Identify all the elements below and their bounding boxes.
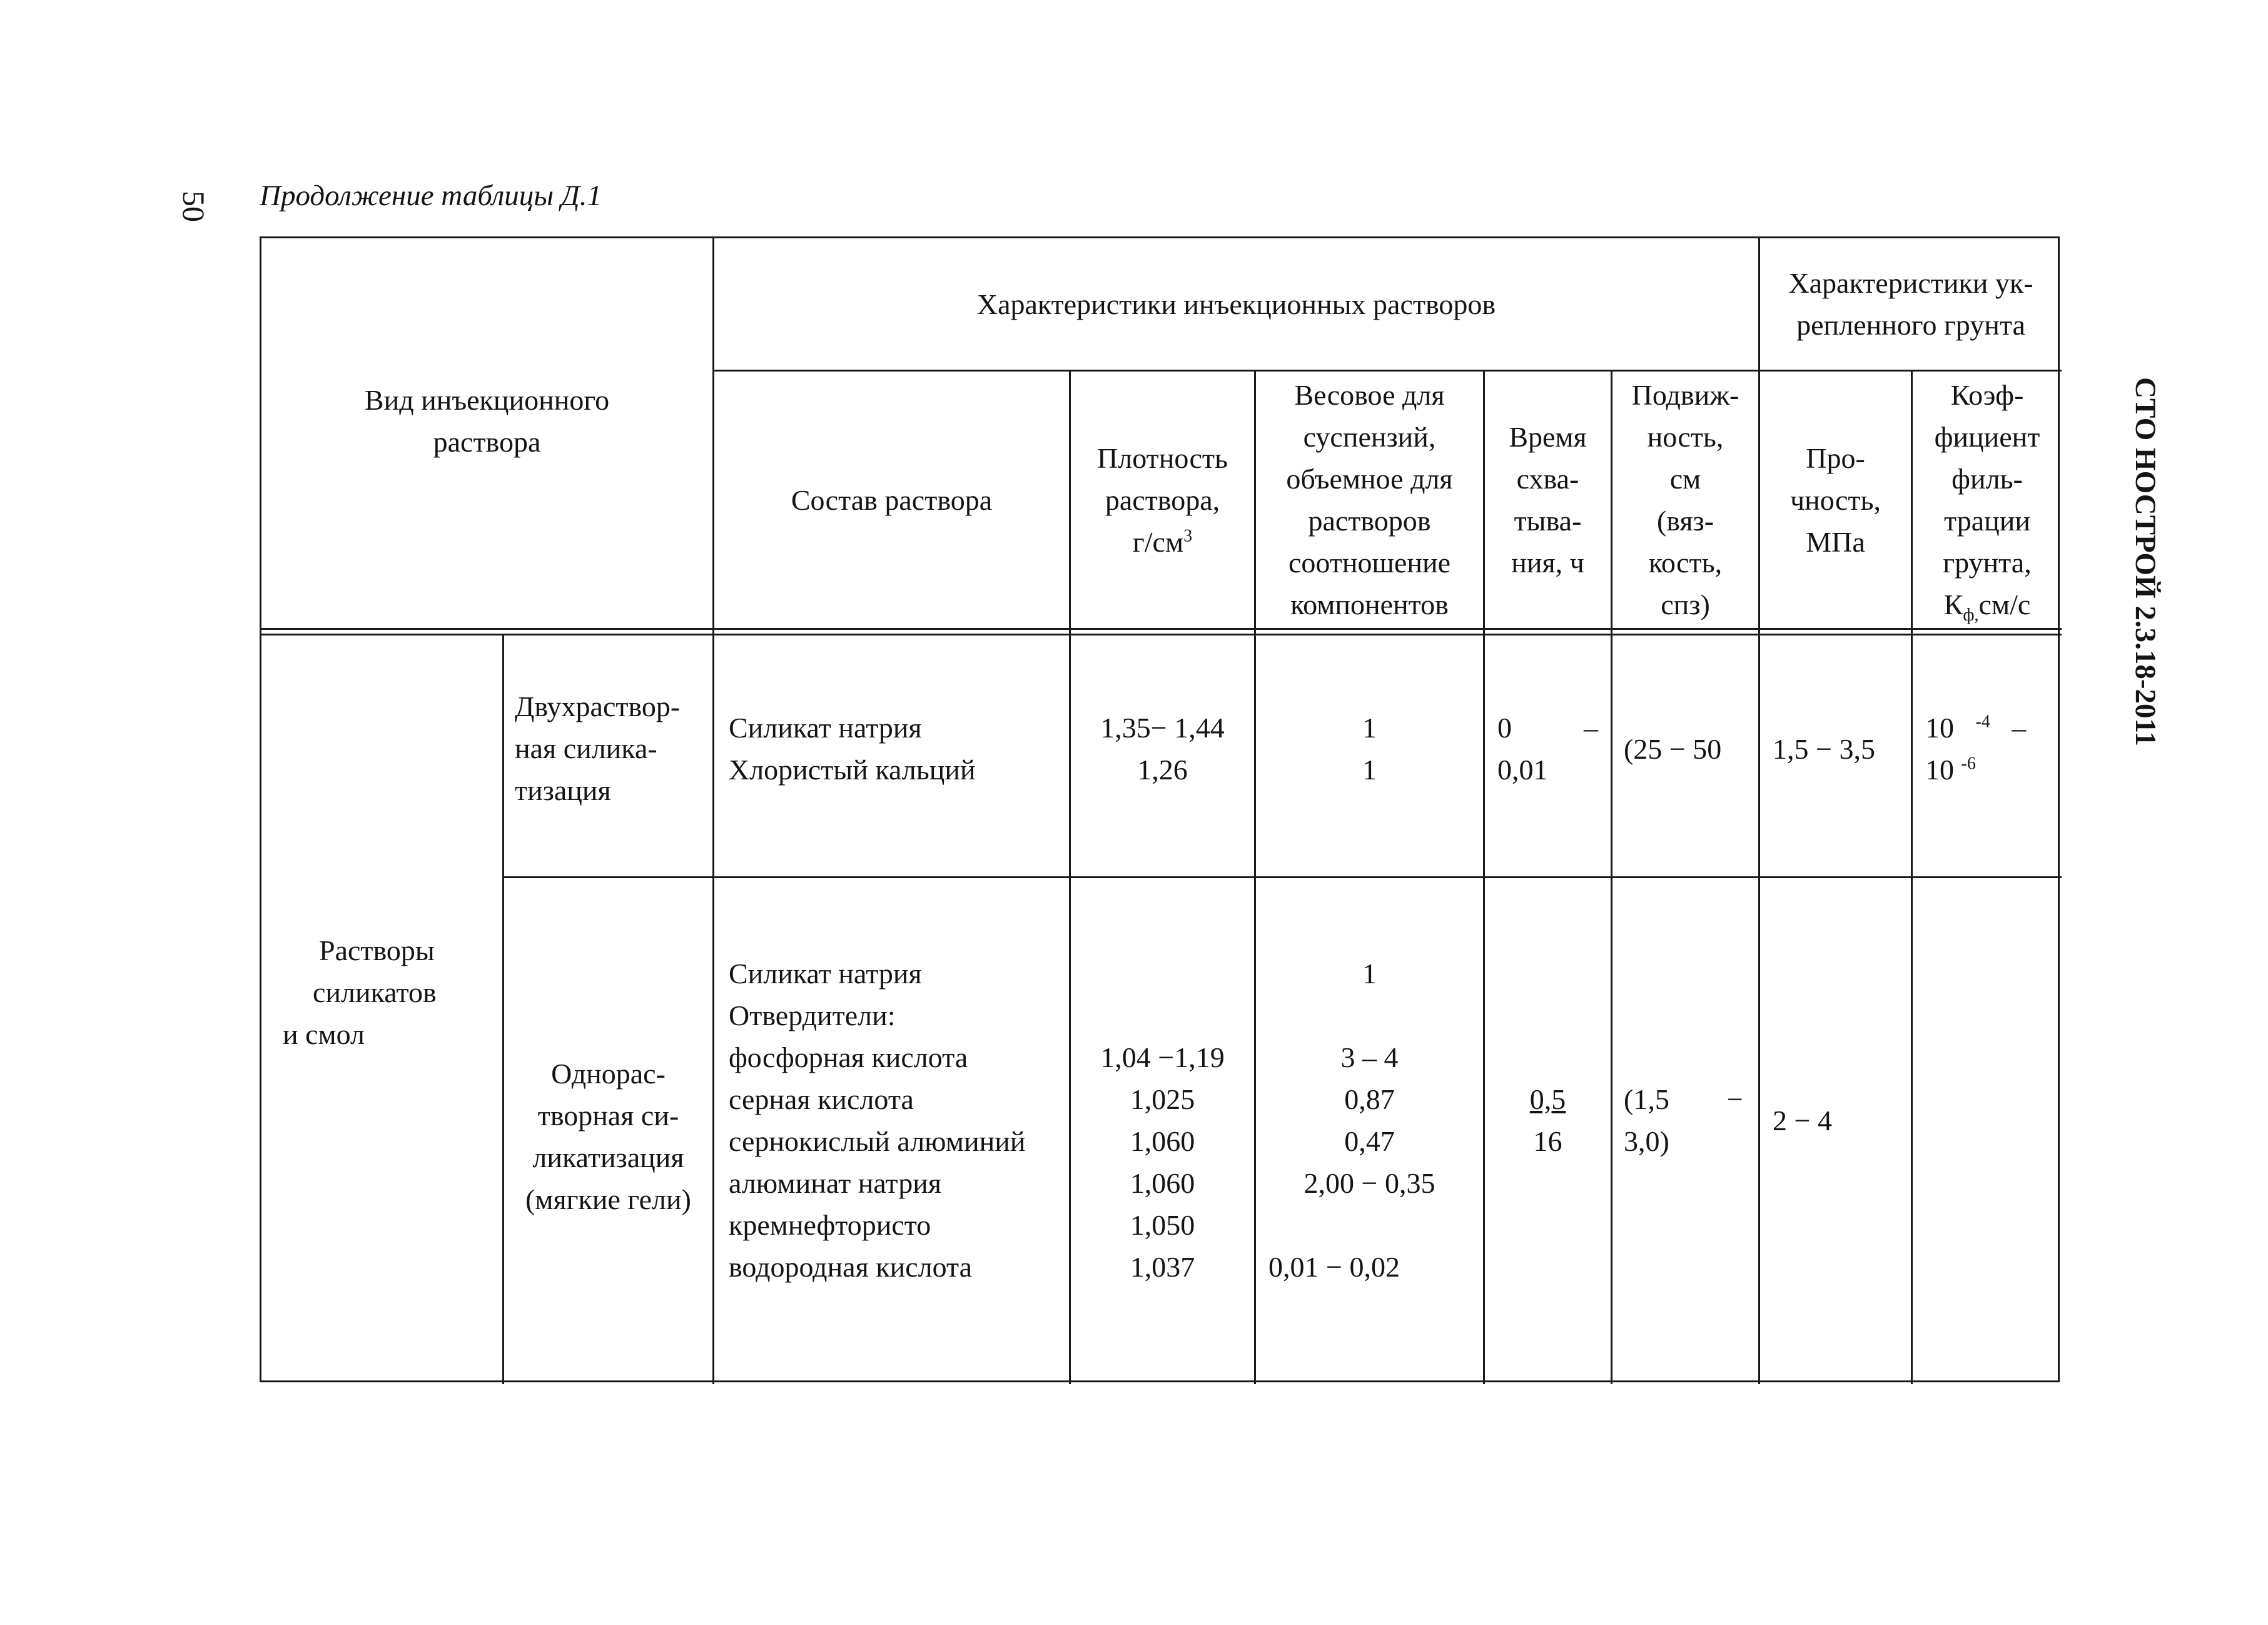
- page-number: 50: [176, 191, 211, 222]
- row2-subtype-line-2: творная си-: [537, 1100, 679, 1131]
- header-soil-line-2: репленного грунта: [1796, 309, 2025, 341]
- row2-mobility: [1624, 1078, 1755, 1172]
- group-label-silicates-resins: [283, 929, 495, 1080]
- header-filtration: [1913, 372, 2062, 628]
- header-ratio-line-6: компонентов: [1290, 589, 1449, 620]
- row2-subtype-line-4: (мягкие гели): [525, 1183, 691, 1215]
- row2-composition-line-6: алюминат натрия: [729, 1167, 941, 1199]
- row2-density-line-1: 1,04 −1,19: [1100, 1041, 1225, 1073]
- row1-ratio-line-2: 1: [1362, 754, 1377, 786]
- group-label-line-3: и смол: [283, 1018, 365, 1050]
- row1-filtration-dash: –: [2012, 712, 2027, 744]
- header-composition-text: Состав раствора: [791, 483, 993, 516]
- row2-ratio-line-5: 0,47: [1344, 1125, 1395, 1157]
- header-filtration-line-4: трации: [1944, 505, 2030, 537]
- header-composition: [714, 372, 1069, 628]
- row2-subtype-line-3: ликатизация: [532, 1142, 684, 1173]
- row2-composition-line-8: водородная кислота: [729, 1251, 973, 1283]
- header-setting-line-3: тыва-: [1514, 505, 1582, 537]
- header-solution-type-line-2: раствора: [433, 425, 541, 458]
- header-filtration-line-1: Коэф-: [1950, 379, 2024, 411]
- row1-strength-text: 1,5 − 3,5: [1773, 733, 1875, 765]
- header-filtration-line-5: грунта,: [1943, 547, 2032, 579]
- header-setting-line-1: Время: [1509, 421, 1587, 453]
- row1-density-line-2: 1,26: [1137, 754, 1188, 786]
- header-strength-line-2: чность,: [1790, 483, 1881, 516]
- row1-filtration-exp-1: -4: [1975, 712, 1990, 732]
- rule-col-subtype: [502, 634, 504, 1384]
- row1-density: [1071, 707, 1254, 801]
- header-solution-type: [261, 238, 712, 628]
- table-d1-continuation: [260, 236, 2060, 1382]
- row1-filtration-exp-2: -6: [1961, 754, 1976, 774]
- row2-ratio-line-1: 1: [1362, 958, 1377, 990]
- row1-filtration-base-1: 10: [1925, 712, 1954, 744]
- row1-ratio-line-1: 1: [1362, 712, 1377, 744]
- row1-setting-time: [1497, 707, 1610, 801]
- row2-mobility-line-1: (1,5 −: [1624, 1083, 1743, 1115]
- row1-filtration-base-2: 10: [1925, 754, 1954, 786]
- row2-subtype-line-1: Однорас-: [551, 1058, 666, 1090]
- row2-ratio-line-6: 2,00 − 0,35: [1304, 1167, 1435, 1199]
- header-mobility-line-1: Подвиж-: [1631, 379, 1739, 411]
- row1-composition-line-2: Хлористый кальций: [729, 754, 976, 786]
- document-code-header: СТО НОСТРОЙ 2.3.18-2011: [2129, 377, 2162, 746]
- row1-density-line-1: 1,35− 1,44: [1100, 712, 1225, 744]
- header-density-unit: г/см: [1132, 525, 1184, 558]
- header-strength: [1760, 372, 1911, 628]
- header-mobility-line-5: кость,: [1648, 547, 1723, 579]
- header-density-line-3: [1133, 521, 1192, 563]
- header-ratio: [1256, 372, 1483, 628]
- row2-setting-time: [1485, 1078, 1611, 1172]
- header-mobility-line-6: спз): [1661, 589, 1710, 620]
- header-mobility-line-2: ность,: [1647, 421, 1724, 453]
- row1-ratio: [1256, 707, 1483, 801]
- rule-row-split: [502, 876, 2062, 878]
- header-filtration-line-2: фициент: [1934, 421, 2040, 453]
- row2-ratio: [1256, 953, 1483, 1303]
- row1-strength: [1773, 728, 1910, 778]
- row1-mobility: [1624, 728, 1755, 778]
- group-label-line-2: силикатов: [313, 976, 437, 1008]
- row1-subtype: [515, 686, 702, 823]
- row2-composition-line-7: кремнефтористо: [729, 1209, 931, 1241]
- row2-ratio-line-4: 0,87: [1344, 1083, 1395, 1115]
- row2-strength: [1773, 1100, 1910, 1150]
- row2-mobility-line-2: 3,0): [1624, 1125, 1669, 1157]
- header-filtration-unit-sub: ф,: [1963, 605, 1979, 625]
- row2-density-line-3: 1,060: [1130, 1125, 1195, 1157]
- row1-subtype-line-1: Двухраствор-: [515, 691, 681, 722]
- rule-header-bottom-2: [261, 634, 2062, 635]
- row2-density-line-5: 1,050: [1130, 1209, 1195, 1241]
- row1-composition: [729, 707, 1066, 801]
- header-strength-line-3: МПа: [1806, 525, 1865, 558]
- header-density-line-1: Плотность: [1097, 442, 1228, 474]
- header-soil-line-1: Характеристики ук-: [1788, 267, 2033, 299]
- row2-density-line-6: 1,037: [1130, 1251, 1195, 1283]
- header-mobility: [1612, 372, 1758, 628]
- row2-composition-line-5: сернокислый алюминий: [729, 1125, 1026, 1157]
- header-injection-characteristics: [714, 238, 1758, 370]
- header-mobility-line-3: см: [1669, 463, 1701, 495]
- header-filtration-unit-rest: см/с: [1978, 589, 2031, 620]
- header-filtration-line-3: филь-: [1952, 463, 2023, 495]
- row1-filtration-line-1: [1925, 707, 2026, 749]
- header-filtration-unit-k: К: [1943, 589, 1963, 620]
- rule-header-bottom-1: [261, 628, 2062, 630]
- header-setting-time: [1485, 372, 1611, 628]
- header-setting-line-2: схва-: [1516, 463, 1579, 495]
- header-ratio-line-3: объемное для: [1286, 463, 1453, 495]
- header-filtration-line-6: [1944, 584, 2031, 625]
- header-ratio-line-2: суспензий,: [1303, 421, 1436, 453]
- header-mobility-line-4: (вяз-: [1656, 505, 1714, 537]
- row2-density-line-2: 1,025: [1130, 1083, 1195, 1115]
- header-ratio-line-5: соотношение: [1288, 547, 1451, 579]
- row2-ratio-line-8: 0,01 − 0,02: [1268, 1251, 1400, 1283]
- row2-composition-line-4: серная кислота: [729, 1083, 914, 1115]
- row2-composition-line-3: фосфорная кислота: [729, 1041, 968, 1073]
- header-soil-characteristics: [1760, 238, 2062, 370]
- row2-strength-text: 2 − 4: [1773, 1105, 1832, 1136]
- row1-filtration-line-2: [1925, 749, 1976, 791]
- row1-mobility-text: (25 − 50: [1624, 733, 1722, 765]
- row2-ratio-line-3: 3 – 4: [1340, 1041, 1399, 1073]
- row1-setting-line-2: 0,01: [1497, 754, 1548, 786]
- table-caption: Продолжение таблицы Д.1: [260, 180, 602, 212]
- row1-setting-line-1: 0 –: [1497, 712, 1598, 744]
- row2-density: [1071, 1036, 1254, 1299]
- header-density: [1071, 372, 1254, 628]
- header-setting-line-4: ния, ч: [1511, 547, 1584, 579]
- row1-subtype-line-2: ная силика-: [515, 732, 657, 764]
- row2-composition: [729, 953, 1066, 1303]
- row1-composition-line-1: Силикат натрия: [729, 712, 922, 744]
- header-injection-characteristics-text: Характеристики инъекционных растворов: [976, 288, 1496, 320]
- row2-setting-line-2: 16: [1533, 1125, 1562, 1157]
- header-density-line-2: раствора,: [1105, 483, 1220, 516]
- row2-composition-line-2: Отвердители:: [729, 1000, 896, 1031]
- row2-density-line-4: 1,060: [1130, 1167, 1195, 1199]
- header-solution-type-line-1: Вид инъекционного: [364, 383, 610, 416]
- header-ratio-line-4: растворов: [1308, 505, 1431, 537]
- header-strength-line-1: Про-: [1806, 442, 1865, 474]
- row1-filtration: [1925, 707, 2060, 801]
- header-ratio-line-1: Весовое для: [1294, 379, 1445, 411]
- row2-subtype: [504, 1053, 712, 1234]
- header-density-unit-sup: 3: [1183, 526, 1193, 546]
- row1-subtype-line-3: тизация: [515, 774, 611, 806]
- row2-composition-line-1: Силикат натрия: [729, 958, 922, 990]
- row2-setting-line-1: 0,5: [1529, 1083, 1566, 1115]
- group-label-line-1: Растворы: [319, 934, 435, 966]
